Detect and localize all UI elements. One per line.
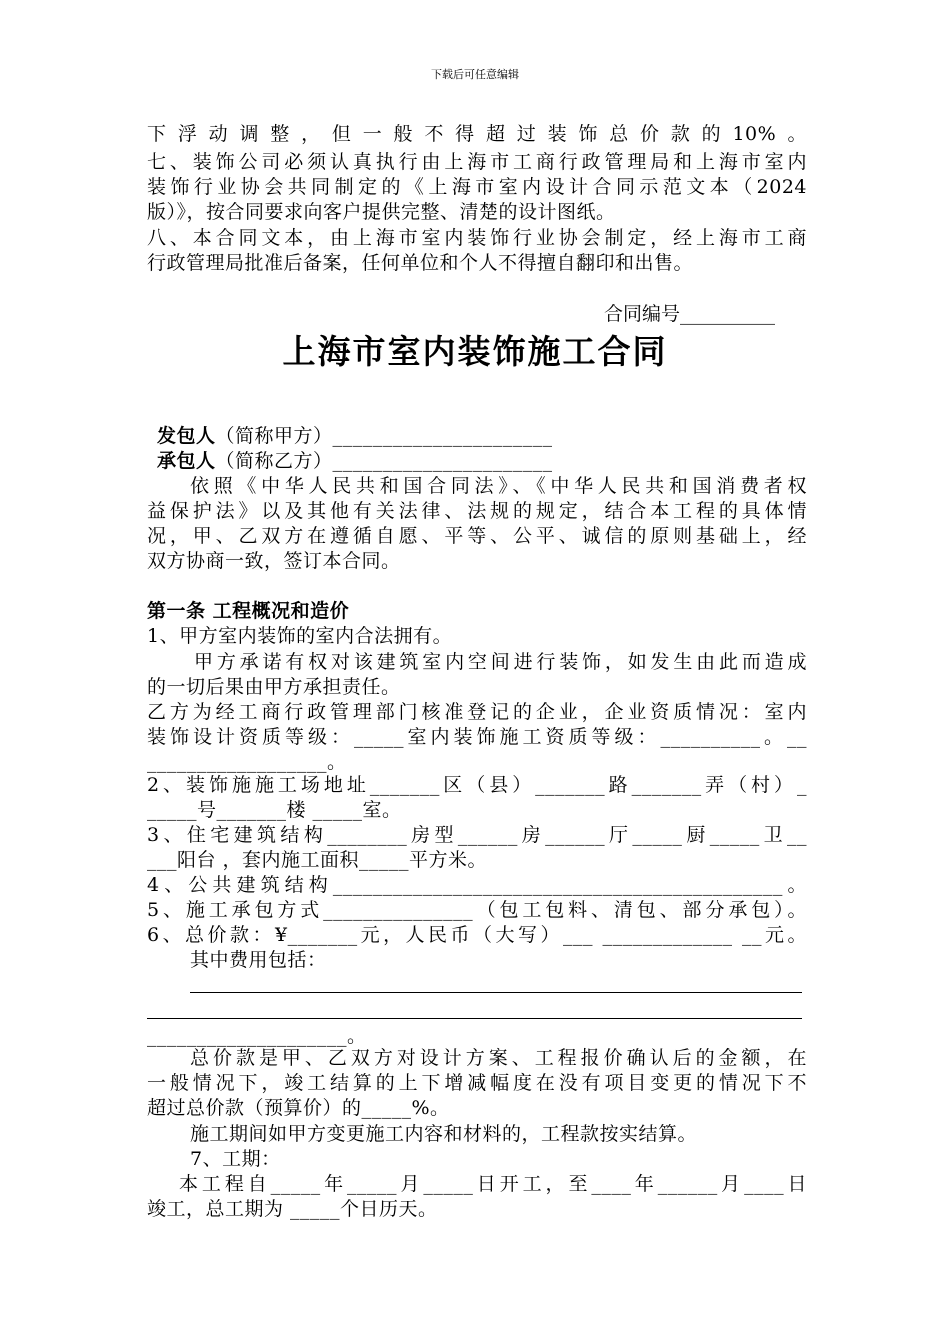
qualification-line: 乙方为经工商行政管理部门核准登记的企业，企业资质情况：室内 (147, 701, 807, 723)
item-3-cont: ___阳台 ，套内施工面积_____平方米。 (147, 849, 488, 871)
total-price-line: 超过总价款（预算价）的_____%。 (147, 1097, 450, 1119)
article-1-heading: 第一条 工程概况和造价 (147, 600, 350, 622)
qualification-line: __________________。 (147, 751, 347, 773)
party-b-field: （简称乙方）______________________ (215, 450, 553, 472)
item-5: 5、施工承包方式_______________（包工包料、清包、部分承包）。 (147, 899, 807, 921)
document-title: 上海市室内装饰施工合同 (282, 332, 668, 371)
preamble-line: 依照《中华人民共和国合同法》、《中华人民共和国消费者权 (190, 475, 807, 497)
intro-line: 行政管理局批准后备案，任何单位和个人不得擅自翻印和出售。 (147, 252, 694, 274)
item-1-body: 的一切后果由甲方承担责任。 (147, 676, 401, 698)
intro-line: 七、装饰公司必须认真执行由上海市工商行政管理局和上海市室内 (147, 151, 807, 173)
party-a-field: （简称甲方）______________________ (215, 425, 553, 447)
fee-blank-line (147, 1018, 802, 1019)
intro-line: 装饰行业协会共同制定的《上海市室内设计合同示范文本（2024 (147, 176, 807, 198)
fee-end: ____________________。 (147, 1025, 367, 1047)
intro-line: 下浮动调整，但一般不得超过装饰总价款的10%。 (147, 123, 807, 145)
fee-blank-line (190, 992, 802, 993)
preamble-line: 双方协商一致，签订本合同。 (147, 550, 401, 572)
preamble-line: 益保护法》以及其他有关法律、法规的规定，结合本工程的具体情 (147, 500, 807, 522)
intro-line: 版）》，按合同要求向客户提供完整、清楚的设计图纸。 (147, 201, 616, 223)
item-2-cont: _____号_______楼 _____室。 (147, 799, 402, 821)
party-b-line (157, 449, 817, 474)
item-1: 1、甲方室内装饰的室内合法拥有。 (147, 625, 453, 647)
party-a-label: 发包人 (157, 425, 216, 447)
party-b-label: 承包人 (157, 450, 216, 472)
item-7: 7、工期： (190, 1148, 281, 1170)
qualification-line: 装饰设计资质等级：_____室内装饰施工资质等级：__________。__ (147, 726, 807, 748)
total-price-line: 总价款是甲、乙双方对设计方案、工程报价确认后的金额，在 (190, 1047, 807, 1069)
item-4: 4、公共建筑结构_____________________________________________。 (147, 874, 807, 896)
period-line: 本工程自_____年_____月_____日开工，至____年______月____日 (179, 1173, 807, 1195)
item-2: 2、装饰施施工场地址_______区（县）_______路_______弄（村）_ (147, 774, 807, 796)
contract-number: 合同编号__________ (604, 303, 776, 325)
period-line: 竣工，总工期为 _____个日历天。 (147, 1198, 438, 1220)
item-3: 3、住宅建筑结构________房型______房______厅_____厨_____卫__ (147, 824, 807, 846)
party-a-line (157, 424, 817, 449)
total-price-line: 一般情况下，竣工结算的上下增减幅度在没有项目变更的情况下不 (147, 1072, 807, 1094)
item-1-body: 甲方承诺有权对该建筑室内空间进行装饰，如发生由此而造成 (194, 651, 807, 673)
fee-label: 其中费用包括： (190, 949, 327, 971)
preamble-line: 况，甲、乙双方在遵循自愿、平等、公平、诚信的原则基础上，经 (147, 525, 807, 547)
intro-line: 八、本合同文本，由上海市室内装饰行业协会制定，经上海市工商 (147, 227, 807, 249)
page-header-note: 下载后可任意编辑 (431, 68, 519, 81)
item-6: 6、总价款：¥_______元，人民币（大写）___ _____________ __元。 (147, 924, 807, 946)
change-clause: 施工期间如甲方变更施工内容和材料的，工程款按实结算。 (190, 1123, 698, 1145)
